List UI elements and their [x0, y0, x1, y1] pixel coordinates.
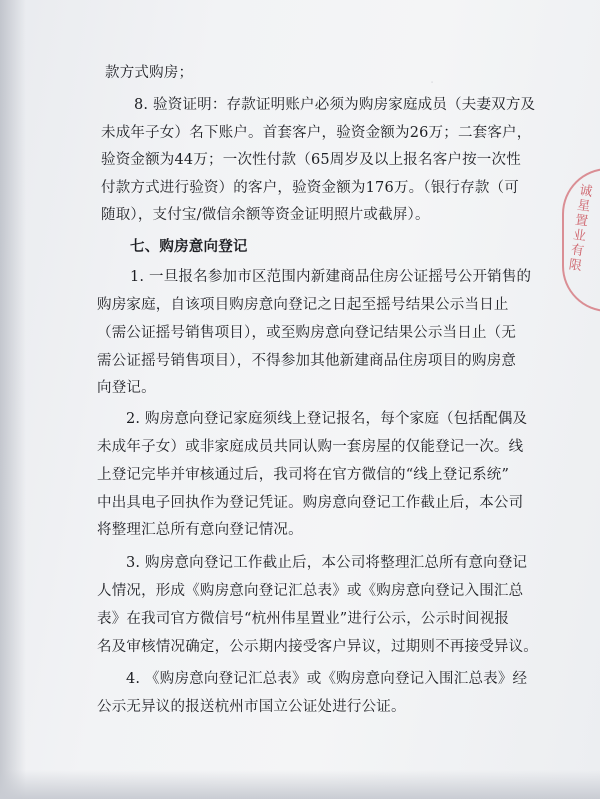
- text-line: 需公证摇号销售项目），不得参加其他新建商品住房项目的购房意: [97, 353, 517, 369]
- text-line: 表》在我司官方微信号“杭州伟星置业”进行公示，公示时间视报: [97, 611, 510, 627]
- text-line: 4. 《购房意向登记汇总表》或《购房意向登记入围汇总表》经: [126, 671, 528, 687]
- text-line: 将整理汇总所有意向登记情况。: [97, 522, 303, 538]
- text-line: 3. 购房意向登记工作截止后，本公司将整理汇总所有意向登记: [126, 555, 528, 571]
- text-line: （需公证摇号销售项目），或至购房意向登记结果公示当日止（无: [97, 325, 517, 341]
- text-line: 随取），支付宝/微信余额等资金证明照片或截屏）。: [101, 207, 430, 223]
- text-line: 付款方式进行验资）的客户，验资金额为176万。（银行存款（可: [101, 180, 519, 196]
- text-line: 款方式购房；: [105, 65, 194, 81]
- text-line: 公示无异议的报送杭州市国立公证处进行公证。: [97, 699, 406, 715]
- text-line: 8. 验资证明：存款证明账户必须为购房家庭成员（夫妻双方及: [134, 97, 536, 113]
- text-line: 未成年子女）名下账户。首套客户，验资金额为26万；二套客户，: [101, 125, 532, 141]
- stamp-text: 诚星置业有限: [567, 183, 594, 275]
- text-line: 1. 一旦报名参加市区范围内新建商品住房公证摇号公开销售的: [130, 269, 532, 285]
- text-line: 购房家庭，自该项目购房意向登记之日起至摇号结果公示当日止: [97, 297, 509, 313]
- text-line: 上登记完毕并审核通过后，我司将在官方微信的“线上登记系统”: [97, 467, 510, 483]
- text-line: 验资金额为44万；一次性付款（65周岁及以上报名客户按一次性: [101, 152, 521, 168]
- section-heading: 七、购房意向登记: [130, 239, 248, 255]
- text-line: 向登记。: [97, 380, 156, 396]
- text-line: 人情况，形成《购房意向登记汇总表》或《购房意向登记入围汇总: [97, 583, 524, 599]
- text-line: 未成年子女）或非家庭成员共同认购一套房屋的仅能登记一次。线: [97, 439, 524, 455]
- text-line: 2. 购房意向登记家庭须线上登记报名，每个家庭（包括配偶及: [126, 411, 528, 427]
- text-line: 中出具电子回执作为登记凭证。购房意向登记工作截止后，本公司: [97, 495, 524, 511]
- text-line: 名及审核情况确定，公示期内接受客户异议，过期则不再接受异议。: [97, 639, 538, 655]
